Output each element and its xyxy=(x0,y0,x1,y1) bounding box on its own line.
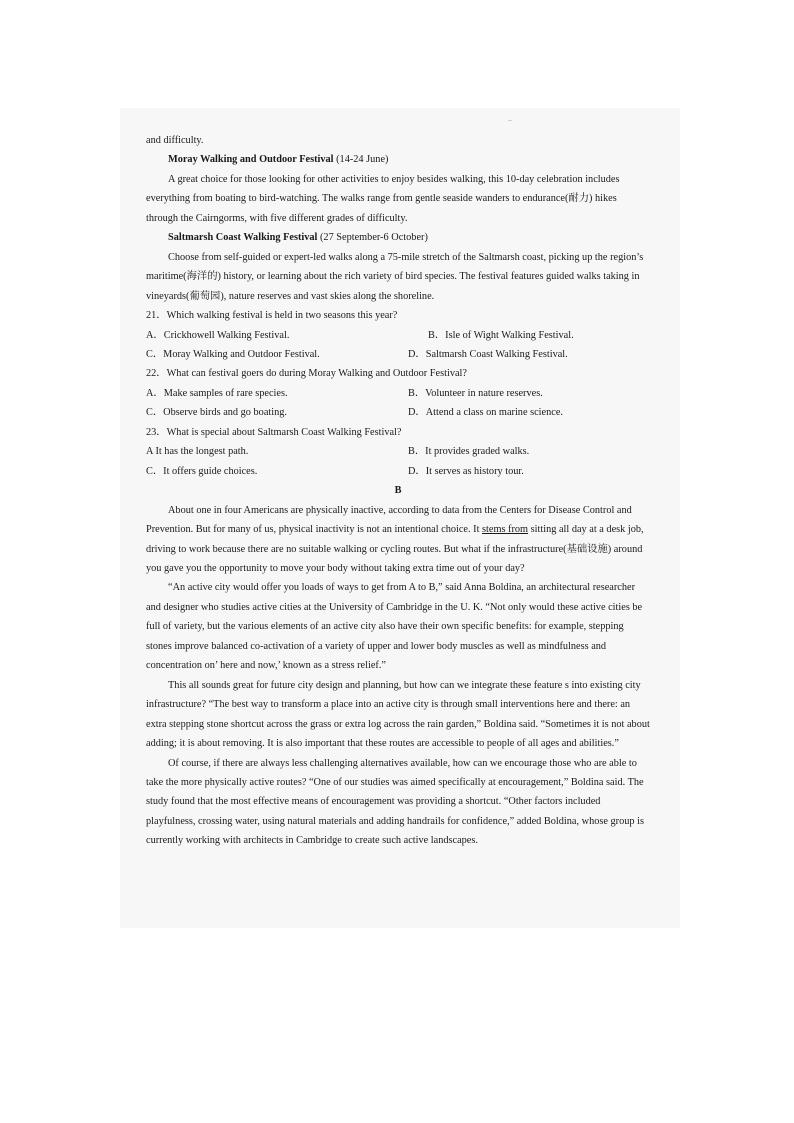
intro-tail: and difficulty. xyxy=(146,135,204,146)
underlined-phrase: stems from xyxy=(482,524,529,536)
option-d: D．It serves as history tour. xyxy=(408,465,524,477)
option-b: B．It provides graded walks. xyxy=(408,446,530,458)
paragraph-text: About one in four Americans are physically inactive, according to data from the Centers for Disease Control and Prevention. But for many of us, physical inactivity is not an intentional choice. It xyxy=(146,504,632,536)
option-d: D．Attend a class on marine science. xyxy=(408,407,563,419)
option-c: C．Observe birds and go boating. xyxy=(146,407,287,419)
question-23: 23．What is special about Saltmarsh Coast Walking Festival? xyxy=(146,426,402,438)
passage-b-paragraph-1 xyxy=(146,501,650,579)
festival-name: Moray Walking and Outdoor Festival xyxy=(168,154,334,166)
options-row xyxy=(146,462,650,481)
question-22: 22．What can festival goers do during Moray Walking and Outdoor Festival? xyxy=(146,368,467,380)
options-row xyxy=(146,442,650,461)
options-row xyxy=(146,403,650,422)
options-row xyxy=(146,384,650,403)
scan-mark xyxy=(508,120,512,121)
passage-b-paragraph-4: Of course, if there are always less challenging alternatives available, how can we encourage those who are able to take the more physically active routes? “One of our studies was aimed specifically at encouragement,” Boldina said. The study found that the most effective means of encouragement was providing a shortcut. “Other factors included playfulness, crossing water, using natural materials and adding handrails for confidence,” added Boldina, whose group is currently working with architects in Cambridge to create such active landscapes. xyxy=(146,757,644,847)
question-21: 21．Which walking festival is held in two seasons this year? xyxy=(146,310,398,322)
option-c: C．It offers guide choices. xyxy=(146,465,258,477)
option-b: B．Volunteer in nature reserves. xyxy=(408,387,543,399)
festival-dates: (14-24 June) xyxy=(333,154,389,166)
festival-name: Saltmarsh Coast Walking Festival xyxy=(168,232,318,244)
paragraph-text: sitting all day at a desk job, driving to work because there are no suitable walking or cycling routes. But what if the infrastructure(基础设施) around you gave you the opportunity to move your body without taking extra time out of your day? xyxy=(146,524,644,574)
option-a: A It has the longest path. xyxy=(146,446,249,458)
festival-text-saltmarsh: Choose from self-guided or expert-led walks along a 75-mile stretch of the Saltmarsh coast, picking up the region’s maritime(海洋的) history, or learning about the rich variety of bird species. The festival features guided walks taking in vineyards(葡萄园), nature reserves and vast skies along the shoreline. xyxy=(146,251,644,302)
festival-dates: (27 September-6 October) xyxy=(317,232,428,244)
passage-b-paragraph-3: This all sounds great for future city design and planning, but how can we integrate these feature s into existing city infrastructure? “The best way to transform a place into an active city is through small interventions here and there: an extra stepping stone shortcut across the grass or extra log across the rain garden,” Boldina said. “Sometimes it is not about adding; it is about removing. It is also important that these routes are accessible to people of all ages and abilities.” xyxy=(146,679,650,750)
passage-b-paragraph-2: “An active city would offer you loads of ways to get from A to B,” said Anna Boldina, an architectural researcher and designer who studies active cities at the University of Cambridge in the U. K. “Not only would these active cities be full of variety, but the various elements of an active city also have their own specific benefits: for example, stepping stones improve balanced co-activation of a variety of upper and lower body muscles as well as mindfulness and concentration on’ here and now,’ known as a stress relief.” xyxy=(146,582,643,672)
options-row xyxy=(146,345,650,364)
option-d: D．Saltmarsh Coast Walking Festival. xyxy=(408,348,568,360)
festival-text-moray: A great choice for those looking for other activities to enjoy besides walking, this 10-day celebration includes everything from boating to bird-watching. The walks range from gentle seaside wanders to endurance(耐力) hikes through the Cairngorms, with five different grades of difficulty. xyxy=(146,173,620,224)
section-heading-b: B xyxy=(394,485,402,497)
options-row xyxy=(146,326,650,345)
festival-heading-saltmarsh xyxy=(146,228,650,247)
option-a: A．Crickhowell Walking Festival. xyxy=(146,329,290,341)
option-a: A．Make samples of rare species. xyxy=(146,387,288,399)
option-b: B．Isle of Wight Walking Festival. xyxy=(428,329,574,341)
option-c: C．Moray Walking and Outdoor Festival. xyxy=(146,348,320,360)
document-content xyxy=(146,131,650,851)
festival-heading-moray xyxy=(146,150,650,169)
